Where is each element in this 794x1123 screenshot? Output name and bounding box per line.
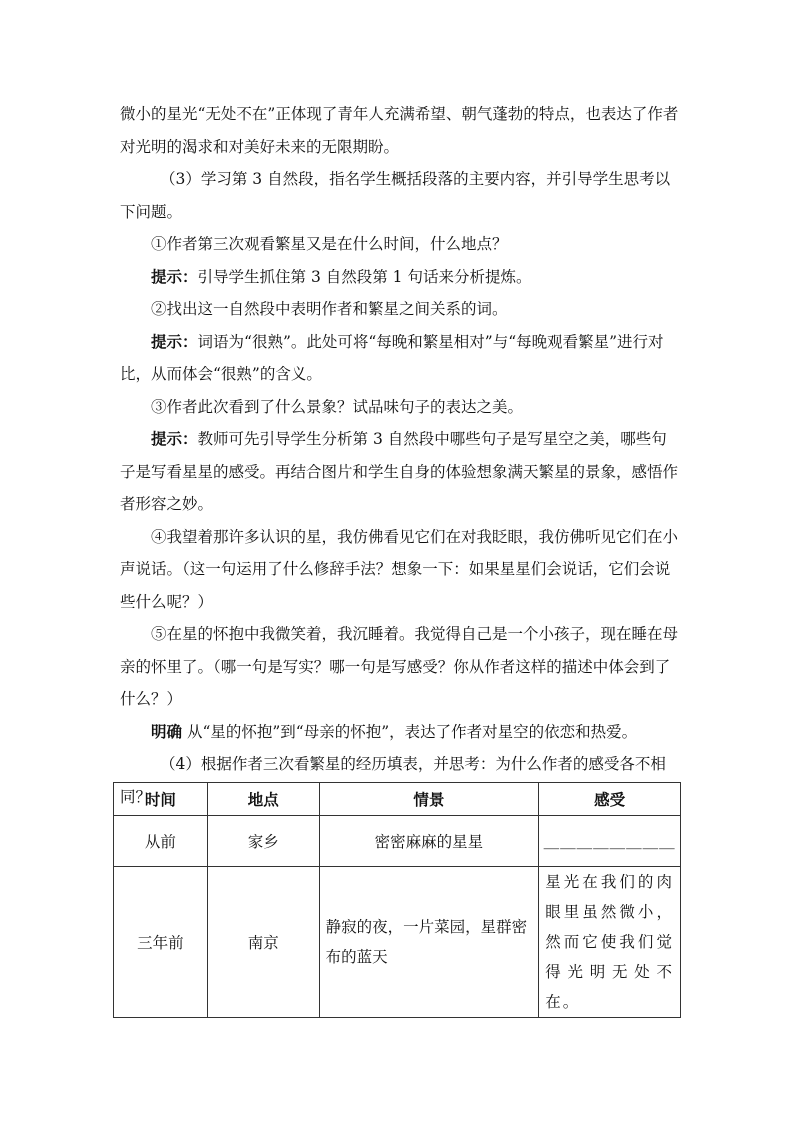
hint-1-label: 提示： <box>151 266 198 286</box>
question-2: ②找出这一自然段中表明作者和繁星之间关系的词。 <box>151 300 508 318</box>
question-3: ③作者此次看到了什么景象？试品味句子的表达之美。 <box>151 397 524 416</box>
cell-scene: 密密麻麻的星星 <box>319 816 539 867</box>
header-place: 地点 <box>207 783 319 816</box>
clarification-text: 从“星的怀抱”到“母亲的怀抱”，表达了作者对星空的依恋和热爱。 <box>182 722 638 741</box>
hint-2-text: 词语为“很熟”。此处可将“每晚和繁星相对”与“每晚观看繁星”进行对比，从而体会“很熟”的含义。 <box>120 332 664 383</box>
experience-table <box>113 782 681 1018</box>
question-4: ④我望着那许多认识的星，我仿佛看见它们在对我眨眼，我仿佛听见它们在小声说话。（这一句运用了什么修辞手法？想象一下：如果星星们会说话，它们会说些什么呢？） <box>120 527 679 611</box>
header-feeling: 感受 <box>539 783 681 816</box>
hint-1 <box>120 261 680 294</box>
cell-time: 从前 <box>114 816 208 867</box>
clarification <box>120 716 680 749</box>
hint-2-label: 提示： <box>151 331 198 351</box>
paragraph-step-4: （4）根据作者三次看繁星的经历填表，并思考：为什么作者的感受各不相同？ <box>120 755 666 806</box>
question-1: ①作者第三次观看繁星又是在什么时间，什么地点？ <box>151 235 508 253</box>
header-time: 时间 <box>114 783 208 816</box>
header-scene: 情景 <box>319 783 539 816</box>
cell-place: 家乡 <box>207 816 319 867</box>
cell-feeling: 星光在我们的肉眼里虽然微小，然而它使我们觉得光明无处不在。 <box>539 867 681 1018</box>
paragraph-star-light: 微小的星光“无处不在”正体现了青年人充满希望、朝气蓬勃的特点，也表达了作者对光明的渴求和对美好未来的无限期盼。 <box>120 105 679 156</box>
hint-3-label: 提示： <box>151 429 198 448</box>
question-5: ⑤在星的怀抱中我微笑着，我沉睡着。我觉得自己是一个小孩子，现在睡在母亲的怀里了。（哪一句是写实？哪一句是写感受？你从作者这样的描述中体会到了什么？） <box>120 625 679 708</box>
hint-3-text: 教师可先引导学生分析第 3 自然段中哪些句子是写星空之美，哪些句子是写看星星的感受。再结合图片和学生自身的体验想象满天繁星的景象，感悟作者形容之妙。 <box>120 430 679 513</box>
table-header-row <box>114 783 681 816</box>
paragraph-step-3: （3）学习第 3 自然段，指名学生概括段落的主要内容，并引导学生思考以下问题。 <box>120 170 671 221</box>
lesson-text <box>120 98 680 813</box>
cell-time: 三年前 <box>114 867 208 1018</box>
cell-scene: 静寂的夜，一片菜园，星群密布的蓝天 <box>319 867 539 1018</box>
cell-feeling-blank[interactable]: ＿＿＿＿＿＿＿＿ <box>539 816 681 867</box>
table-row <box>114 816 681 867</box>
cell-place: 南京 <box>207 867 319 1018</box>
hint-1-text: 引导学生抓住第 3 自然段第 1 句话来分析提炼。 <box>197 267 532 286</box>
table-row <box>114 867 681 1018</box>
hint-3 <box>120 423 680 521</box>
clarification-label: 明确 <box>151 721 183 741</box>
hint-2 <box>120 326 680 391</box>
